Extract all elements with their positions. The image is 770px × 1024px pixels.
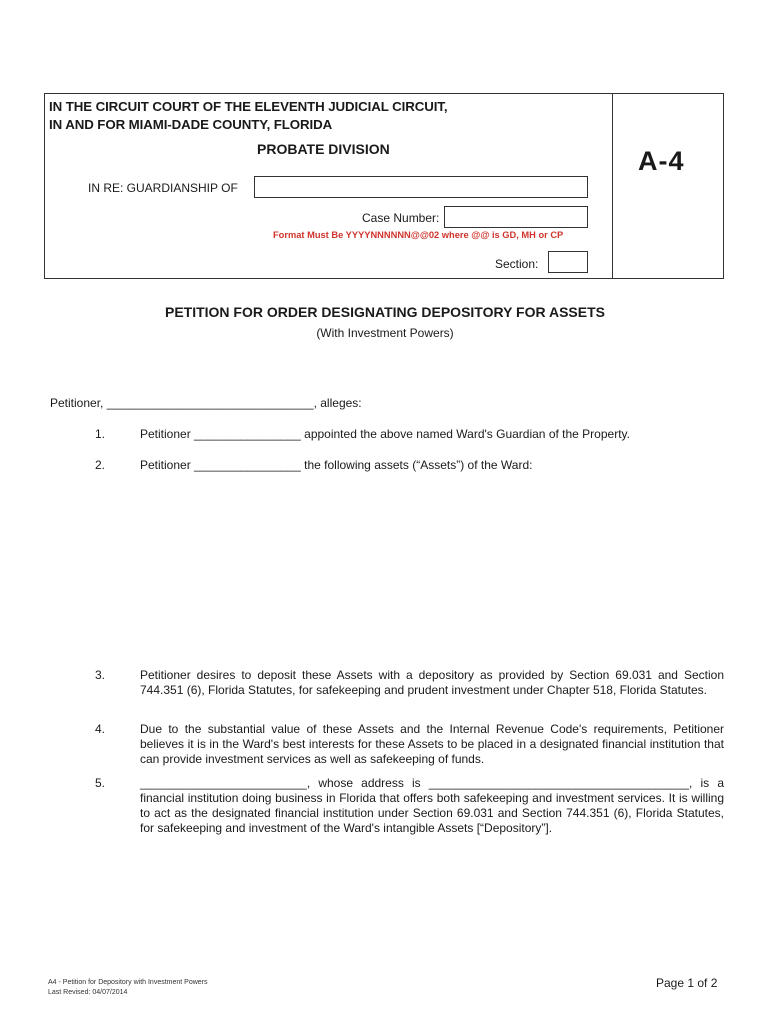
in-re-label: IN RE: GUARDIANSHIP OF [88,181,238,195]
item-text-5: _________________________, whose address is _______________________________________, is a financial institution doing business in Florida that offers both safekeeping and investment services. It is willing to act as the designated financial institution under Section 69.031 and Section 744.351 (6), Florida Statutes, for safekeeping and investment of the Ward's intangible Assets [“Depository”]. [140,776,724,835]
section-label: Section: [495,257,539,271]
court-name-line1: IN THE CIRCUIT COURT OF THE ELEVENTH JUDICIAL CIRCUIT, [49,99,448,114]
footer-form-name: A4 - Petition for Depository with Investment Powers [48,979,208,986]
case-number-field[interactable] [444,206,588,228]
item-text-4: Due to the substantial value of these Assets and the Internal Revenue Code's requirements, Petitioner believes it is in the Ward's best interests for these Assets to be placed in a designated financial institution that can provide investment services as well as safekeeping of funds. [140,722,724,766]
item-number-4: 4. [95,722,106,736]
item-number-1: 1. [95,427,106,441]
court-name-line2: IN AND FOR MIAMI-DADE COUNTY, FLORIDA [49,117,333,132]
caption-divider [612,94,613,278]
section-field[interactable] [548,251,588,273]
item-number-2: 2. [95,458,106,472]
item-number-5: 5. [95,776,106,790]
footer-revised-date: Last Revised: 04/07/2014 [48,989,128,996]
item-number-3: 3. [95,668,106,682]
caption-box [44,93,724,279]
document-subtitle: (With Investment Powers) [316,326,454,340]
item-text-2: Petitioner ________________ the following assets (“Assets”) of the Ward: [140,458,533,472]
form-code: A-4 [638,146,685,176]
item-text-3: Petitioner desires to deposit these Assets with a depository as provided by Section 69.031 and Section 744.351 (6), Florida Statutes, for safekeeping and prudent investment under Chapter 518, Florida Statutes. [140,668,724,697]
case-format-note: Format Must Be YYYYNNNNNN@@02 where @@ is GD, MH or CP [273,230,564,240]
document-title: PETITION FOR ORDER DESIGNATING DEPOSITORY FOR ASSETS [164,304,605,320]
page-number: Page 1 of 2 [656,976,718,990]
item-text-1: Petitioner ________________ appointed the above named Ward's Guardian of the Property. [140,427,630,441]
petitioner-intro: Petitioner, _______________________________, alleges: [50,396,362,410]
guardianship-name-field[interactable] [254,176,588,198]
division-title: PROBATE DIVISION [257,141,390,157]
case-number-label: Case Number: [362,211,440,225]
